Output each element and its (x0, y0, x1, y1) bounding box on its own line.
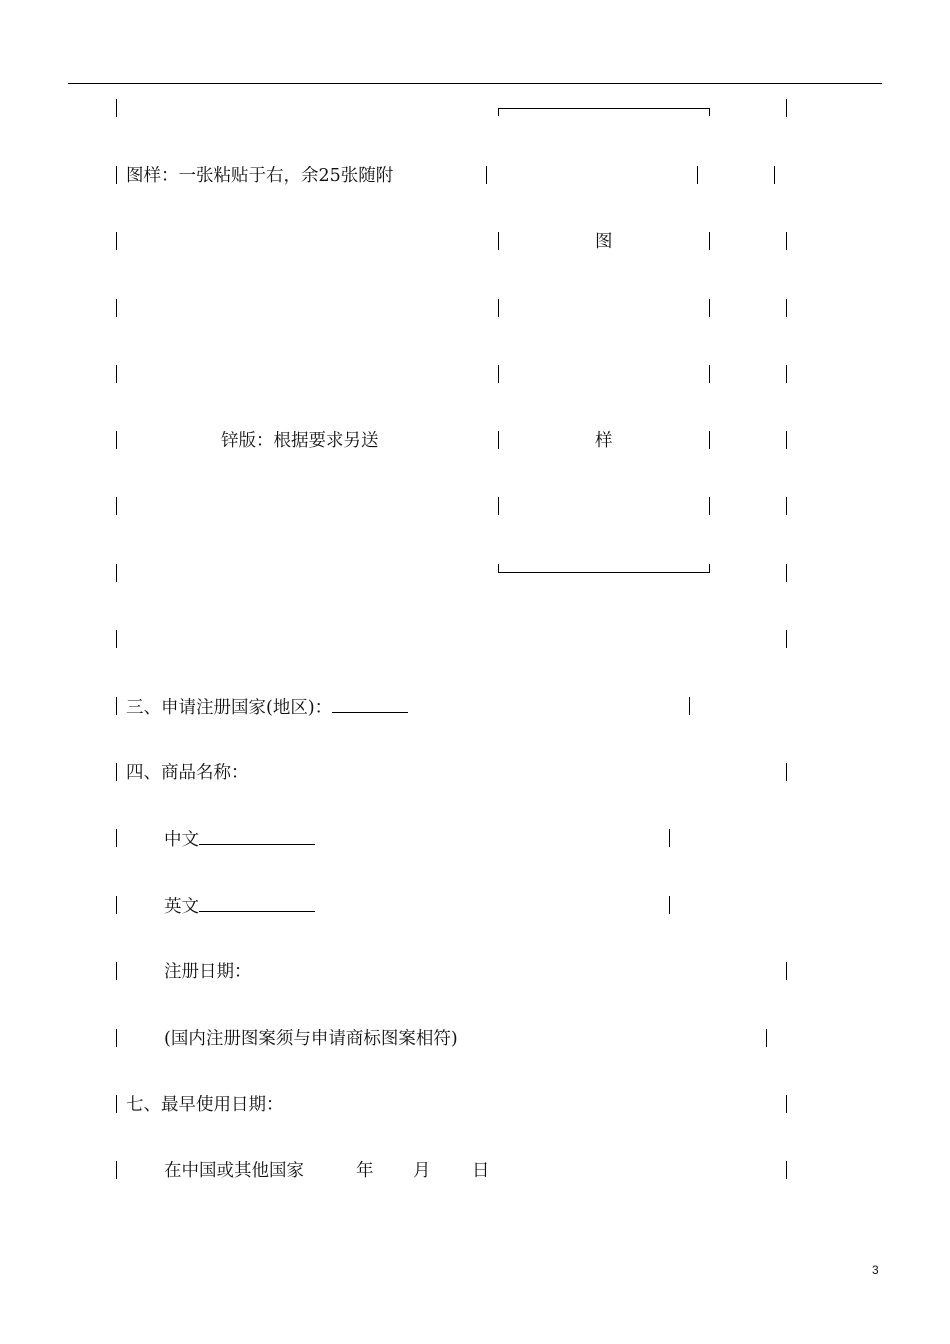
chinese-blank[interactable] (199, 828, 315, 845)
month-label: 月 (413, 1161, 431, 1181)
left-border-bar (116, 232, 117, 250)
box-corner (709, 108, 710, 116)
box-side-bar (709, 431, 710, 449)
box-side-bar (709, 299, 710, 317)
chinese-label: 中文 (164, 830, 199, 850)
right-border-bar (766, 1029, 767, 1047)
box-corner (498, 564, 499, 572)
left-border-bar (116, 1095, 117, 1113)
right-border-bar (786, 763, 787, 781)
reg-date-line: 注册日期： (164, 962, 252, 982)
year-label: 年 (356, 1161, 374, 1181)
box-side-bar (498, 365, 499, 383)
country-label: 三、申请注册国家(地区)： (126, 698, 333, 718)
in-china-label: 在中国或其他国家 (164, 1161, 304, 1181)
country-blank[interactable] (332, 696, 408, 713)
right-border-bar (786, 365, 787, 383)
box-side-bar (697, 166, 698, 184)
box-side-bar (709, 497, 710, 515)
goods-name-heading: 四、商品名称： (126, 763, 249, 783)
english-name-line (164, 895, 315, 918)
box-char-bottom: 样 (595, 431, 613, 451)
right-border-bar (786, 497, 787, 515)
left-border-bar (116, 697, 117, 715)
left-border-bar (116, 630, 117, 648)
box-side-bar (498, 431, 499, 449)
box-side-bar (498, 497, 499, 515)
page-number: 3 (872, 1263, 879, 1277)
right-border-bar (786, 962, 787, 980)
english-label: 英文 (164, 897, 199, 917)
box-side-bar (498, 232, 499, 250)
left-border-bar (116, 166, 117, 184)
left-border-bar (116, 299, 117, 317)
box-side-bar (498, 299, 499, 317)
box-top-edge (498, 108, 710, 109)
box-bottom-edge (498, 572, 710, 573)
sample-line: 图样：一张粘贴于右，余25张随附 (126, 166, 394, 186)
box-corner (498, 108, 499, 116)
left-border-bar (116, 431, 117, 449)
right-border-bar (786, 232, 787, 250)
box-side-bar (709, 232, 710, 250)
right-border-bar (786, 564, 787, 582)
chinese-name-line (164, 828, 315, 851)
right-border-bar (774, 166, 775, 184)
left-border-bar (116, 497, 117, 515)
left-border-bar (116, 564, 117, 582)
left-border-bar (116, 99, 117, 117)
right-border-bar (786, 99, 787, 117)
left-border-bar (116, 962, 117, 980)
right-border-bar (786, 299, 787, 317)
left-border-bar (116, 365, 117, 383)
right-border-bar (786, 1161, 787, 1179)
left-border-bar (116, 763, 117, 781)
box-corner (709, 564, 710, 572)
note-line: (国内注册图案须与申请商标图案相符) (164, 1029, 458, 1049)
day-label: 日 (472, 1161, 490, 1181)
box-side-bar (486, 166, 487, 184)
left-border-bar (116, 1029, 117, 1047)
zinc-plate-line: 锌版：根据要求另送 (221, 431, 379, 451)
first-use-heading: 七、最早使用日期： (126, 1095, 284, 1115)
left-border-bar (116, 829, 117, 847)
right-border-bar (786, 431, 787, 449)
box-side-bar (709, 365, 710, 383)
right-border-bar (669, 896, 670, 914)
left-border-bar (116, 1161, 117, 1179)
header-rule (68, 83, 882, 84)
box-char-top: 图 (595, 232, 613, 252)
right-border-bar (786, 1095, 787, 1113)
english-blank[interactable] (199, 895, 315, 912)
country-line (126, 696, 408, 719)
right-border-bar (786, 630, 787, 648)
right-border-bar (689, 697, 690, 715)
left-border-bar (116, 896, 117, 914)
right-border-bar (669, 829, 670, 847)
